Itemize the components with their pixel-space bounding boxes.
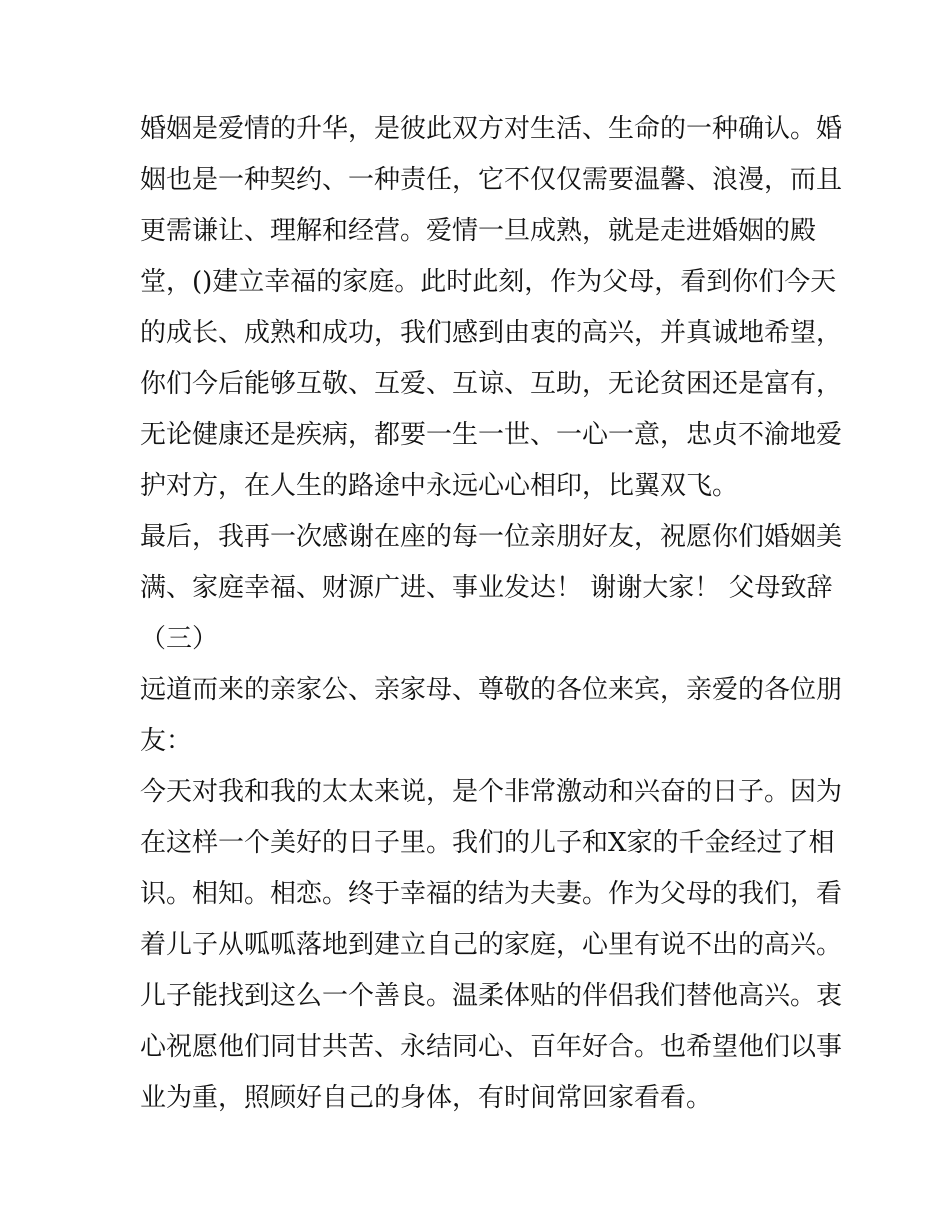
text-line: 堂，()建立幸福的家庭。此时此刻，作为父母，看到你们今天 (140, 267, 837, 297)
section-heading: （三） (140, 624, 219, 654)
text-line: 无论健康还是疾病，都要一生一世、一心一意，忠贞不渝地爱 (140, 420, 843, 450)
text-line: 的成长、成熟和成功，我们感到由衷的高兴，并真诚地希望， (140, 318, 843, 348)
text-line: 着儿子从呱呱落地到建立自己的家庭，心里有说不出的高兴。 (140, 930, 843, 960)
text-line: 护对方，在人生的路途中永远心心相印，比翼双飞。 (140, 471, 739, 501)
text-line: 在这样一个美好的日子里。我们的儿子和X家的千金经过了相 (140, 828, 835, 858)
text-line: 友： (140, 726, 193, 756)
text-line: 心祝愿他们同甘共苦、永结同心、百年好合。也希望他们以事 (140, 1032, 843, 1062)
text-line: 最后，我再一次感谢在座的每一位亲朋好友，祝愿你们婚姻美 (140, 522, 843, 552)
text-line: 今天对我和我的太太来说，是个非常激动和兴奋的日子。因为 (140, 777, 843, 807)
text-line: 姻也是一种契约、一种责任，它不仅仅需要温馨、浪漫，而且 (140, 165, 843, 195)
text-line: 远道而来的亲家公、亲家母、尊敬的各位来宾，亲爱的各位朋 (140, 675, 843, 705)
text-line: 你们今后能够互敬、互爱、互谅、互助，无论贫困还是富有， (140, 369, 843, 399)
text-line: 识。相知。相恋。终于幸福的结为夫妻。作为父母的我们，看 (140, 879, 843, 909)
text-line: 满、家庭幸福、财源广进、事业发达！ 谢谢大家！ 父母致辞 (140, 573, 833, 603)
text-line: 更需谦让、理解和经营。爱情一旦成熟，就是走进婚姻的殿 (140, 216, 817, 246)
text-line: 儿子能找到这么一个善良。温柔体贴的伴侣我们替他高兴。衷 (140, 981, 843, 1011)
body-text (140, 104, 843, 1124)
text-line: 婚姻是爱情的升华，是彼此双方对生活、生命的一种确认。婚 (140, 114, 843, 144)
text-line: 业为重，照顾好自己的身体，有时间常回家看看。 (140, 1083, 713, 1113)
